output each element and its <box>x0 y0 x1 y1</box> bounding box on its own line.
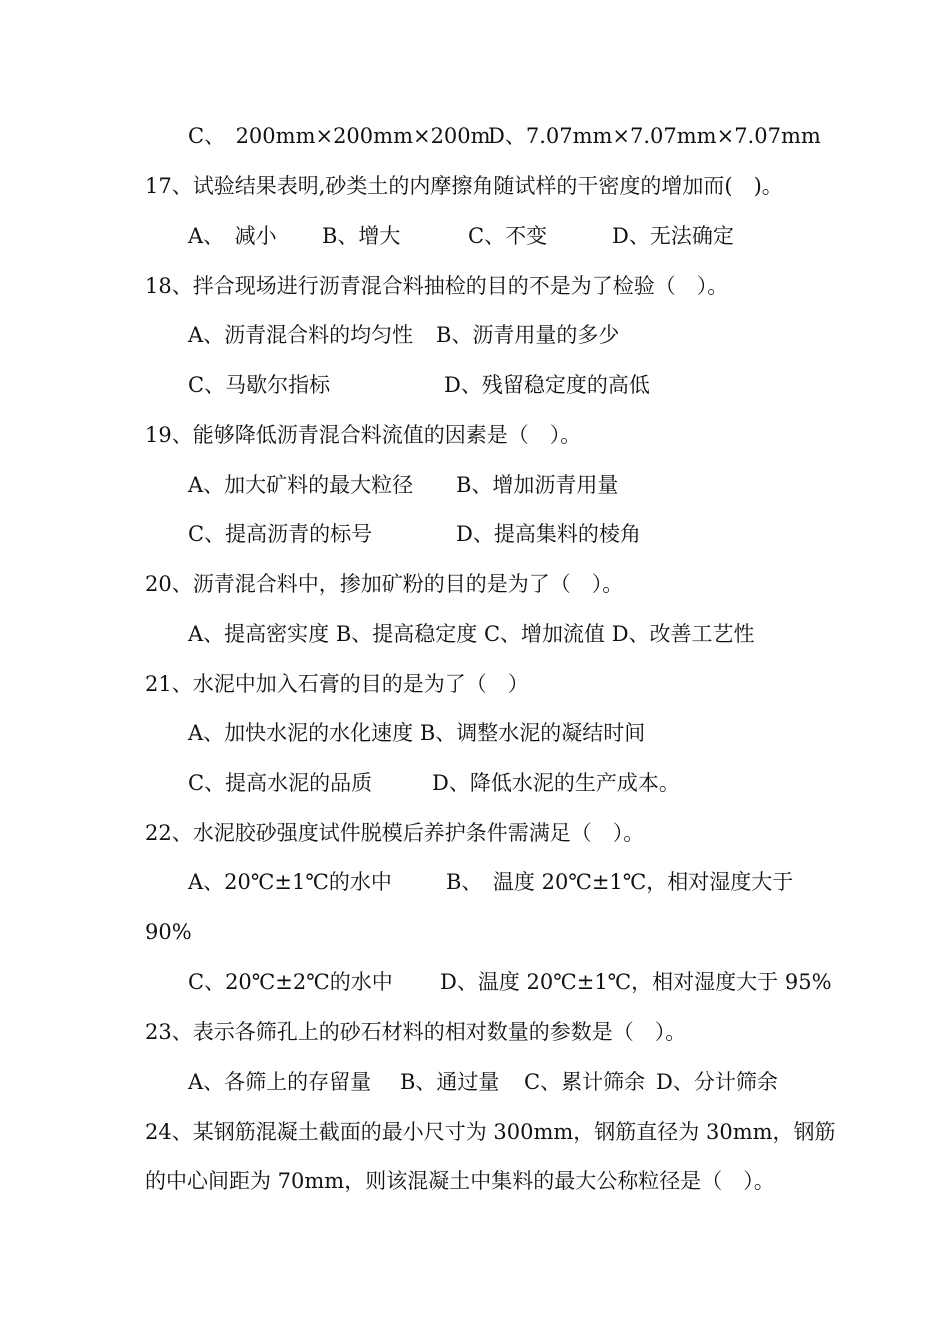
option-d: D、7.07mm×7.07mm×7.07mm <box>488 124 821 148</box>
option-c: C、20℃±2℃的水中 <box>188 970 393 994</box>
option-c: C、不变 <box>468 224 548 248</box>
question-20: 20、沥青混合料中，掺加矿粉的目的是为了（ ）。 <box>145 572 624 596</box>
option-d: D、温度 20℃±1℃，相对湿度大于 95% <box>440 970 832 994</box>
option-b: B、 温度 20℃±1℃，相对湿度大于 <box>446 870 794 894</box>
question-17: 17、试验结果表明,砂类土的内摩擦角随试样的干密度的增加而( )。 <box>145 174 783 198</box>
option-c: C、累计筛余 <box>524 1070 646 1094</box>
option-c: C、提高沥青的标号 <box>188 522 373 546</box>
option-b: B、增加沥青用量 <box>456 473 619 497</box>
options-ab: A、加快水泥的水化速度 B、调整水泥的凝结时间 <box>188 721 646 745</box>
option-a: A、各筛上的存留量 <box>188 1070 372 1094</box>
question-24-continued: 的中心间距为 70mm，则该混凝土中集料的最大公称粒径是（ ）。 <box>145 1169 775 1193</box>
option-c: C、提高水泥的品质 <box>188 771 373 795</box>
option-c: C、马歇尔指标 <box>188 373 331 397</box>
option-d: D、提高集料的棱角 <box>456 522 641 546</box>
option-b: B、沥青用量的多少 <box>436 323 620 347</box>
question-18: 18、拌合现场进行沥青混合料抽检的目的不是为了检验（ ）。 <box>145 274 729 298</box>
option-a: A、加大矿料的最大粒径 <box>188 473 414 497</box>
option-b: B、通过量 <box>400 1070 500 1094</box>
option-d: D、分计筛余 <box>656 1070 778 1094</box>
question-23: 23、表示各筛孔上的砂石材料的相对数量的参数是（ ）。 <box>145 1020 687 1044</box>
question-21: 21、水泥中加入石膏的目的是为了（ ） <box>145 672 529 696</box>
question-24: 24、某钢筋混凝土截面的最小尺寸为 300mm，钢筋直径为 30mm，钢筋 <box>145 1120 836 1144</box>
option-b-continued: 90% <box>145 920 192 944</box>
question-19: 19、能够降低沥青混合料流值的因素是（ ）。 <box>145 423 582 447</box>
option-b: B、增大 <box>322 224 401 248</box>
option-d: D、残留稳定度的高低 <box>444 373 650 397</box>
question-22: 22、水泥胶砂强度试件脱模后养护条件需满足（ ）。 <box>145 821 645 845</box>
option-a: A、 减小 <box>188 224 277 248</box>
option-c: C、 200mm×200mm×200m <box>188 124 491 148</box>
option-a: A、20℃±1℃的水中 <box>188 870 392 894</box>
options-abcd: A、提高密实度 B、提高稳定度 C、增加流值 D、改善工艺性 <box>188 622 755 646</box>
option-d: D、无法确定 <box>612 224 734 248</box>
option-d: D、降低水泥的生产成本。 <box>432 771 680 795</box>
option-a: A、沥青混合料的均匀性 <box>188 323 414 347</box>
